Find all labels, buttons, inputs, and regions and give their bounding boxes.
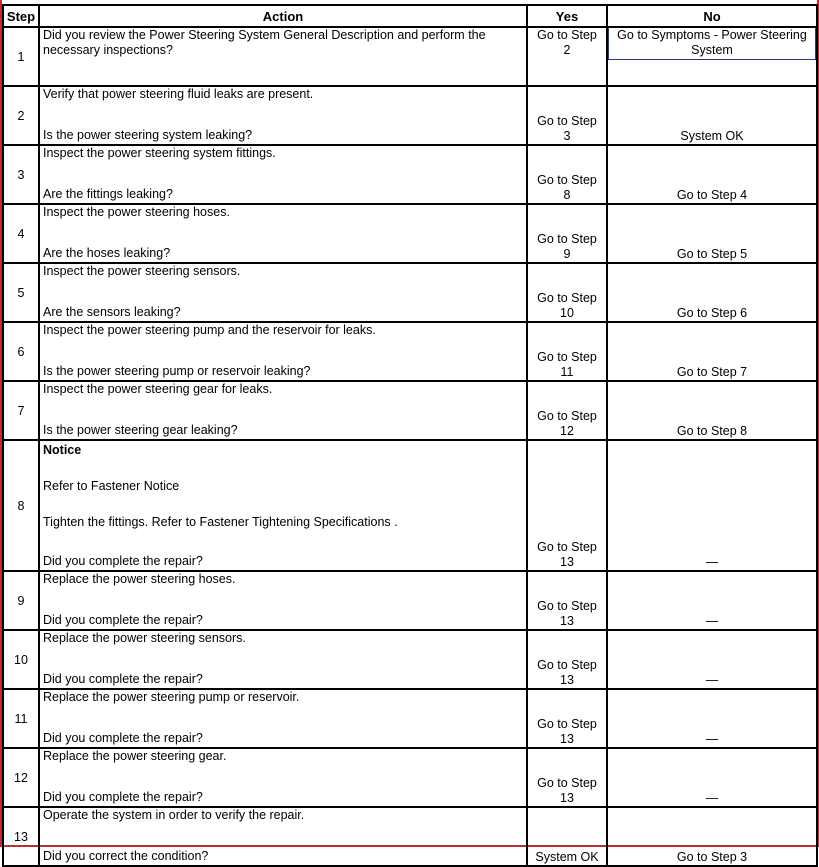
table-row (3, 571, 817, 630)
step-number: 3 (3, 145, 39, 204)
action-question: Is the power steering gear leaking? (43, 423, 238, 437)
yes-result: 13 (560, 791, 574, 805)
action-instruction: Replace the power steering sensors. (43, 631, 246, 645)
no-result: — (705, 555, 719, 569)
action-cell (39, 748, 527, 807)
yes-result: System OK (535, 850, 599, 864)
action-instruction: Tighten the fittings. Refer to Fastener Tightening Specifications . (43, 515, 398, 529)
yes-result: Go to Step (537, 28, 597, 42)
step-number: 10 (3, 630, 39, 689)
table-row (3, 748, 817, 807)
action-cell (39, 204, 527, 263)
action-cell (39, 571, 527, 630)
action-instruction: Operate the system in order to verify the repair. (43, 808, 305, 822)
step-number: 9 (3, 571, 39, 630)
table-row (3, 689, 817, 748)
action-question: Did you complete the repair? (43, 613, 203, 627)
action-cell (39, 630, 527, 689)
no-cell (607, 440, 817, 571)
yes-column-header: Yes (527, 5, 607, 27)
yes-result: 2 (563, 43, 571, 57)
action-instruction: Inspect the power steering system fittings. (43, 146, 276, 160)
table-row (3, 322, 817, 381)
step-number: 2 (3, 86, 39, 145)
yes-cell (527, 27, 607, 86)
yes-result: Go to Step (537, 232, 597, 246)
yes-cell (527, 381, 607, 440)
action-instruction: Replace the power steering pump or reservoir. (43, 690, 300, 704)
table-row (3, 145, 817, 204)
action-question: Did you complete the repair? (43, 790, 203, 804)
yes-result: Go to Step (537, 173, 597, 187)
action-cell (39, 807, 527, 866)
no-cell (607, 145, 817, 204)
no-result: — (705, 614, 719, 628)
no-result: System OK (680, 129, 744, 143)
table-row (3, 27, 817, 86)
yes-result: 13 (560, 614, 574, 628)
table-row (3, 440, 817, 571)
yes-result: Go to Step (537, 717, 597, 731)
yes-cell (527, 86, 607, 145)
no-cell (607, 381, 817, 440)
fastener-notice-reference: Refer to Fastener Notice (43, 479, 180, 493)
yes-result: 11 (560, 365, 574, 379)
step-number: 1 (3, 27, 39, 86)
yes-result: Go to Step (537, 291, 597, 305)
action-question: Are the hoses leaking? (43, 246, 171, 260)
yes-cell (527, 748, 607, 807)
action-instruction: Inspect the power steering sensors. (43, 264, 241, 278)
action-instruction: Replace the power steering hoses. (43, 572, 236, 586)
yes-result: Go to Step (537, 540, 597, 554)
action-instruction: Verify that power steering fluid leaks are present. (43, 87, 314, 101)
step-number: 4 (3, 204, 39, 263)
yes-result: Go to Step (537, 776, 597, 790)
no-result: Go to Step 7 (676, 365, 748, 379)
no-result: Go to Step 8 (676, 424, 748, 438)
no-result: — (705, 791, 719, 805)
no-result: Go to Step 4 (676, 188, 748, 202)
yes-result: Go to Step (537, 114, 597, 128)
yes-result: 13 (560, 673, 574, 687)
no-result: Go to Symptoms - Power Steering System (608, 27, 816, 60)
action-question: Are the fittings leaking? (43, 187, 173, 201)
yes-cell (527, 571, 607, 630)
action-question: Did you correct the condition? (43, 849, 209, 863)
no-cell (607, 204, 817, 263)
action-column-header: Action (39, 5, 527, 27)
yes-cell (527, 630, 607, 689)
step-number: 6 (3, 322, 39, 381)
action-cell (39, 689, 527, 748)
no-cell (607, 571, 817, 630)
action-question: Did you review the Power Steering System General Description and perform the necessary inspections? (43, 28, 486, 57)
yes-result: 12 (560, 424, 574, 438)
step-number: 12 (3, 748, 39, 807)
action-question: Is the power steering pump or reservoir leaking? (43, 364, 311, 378)
action-cell (39, 322, 527, 381)
yes-result: 8 (563, 188, 571, 202)
no-result: Go to Step 6 (676, 306, 748, 320)
step-number: 11 (3, 689, 39, 748)
no-result: Go to Step 3 (676, 850, 748, 864)
no-cell (607, 322, 817, 381)
step-number: 13 (3, 807, 39, 866)
step-number: 8 (3, 440, 39, 571)
step-number: 5 (3, 263, 39, 322)
yes-result: 13 (560, 555, 574, 569)
yes-result: Go to Step (537, 658, 597, 672)
yes-result: 9 (563, 247, 571, 261)
yes-result: 3 (563, 129, 571, 143)
diagnostic-table (2, 4, 818, 867)
action-cell (39, 86, 527, 145)
action-cell (39, 27, 527, 86)
yes-cell (527, 204, 607, 263)
no-cell (607, 86, 817, 145)
action-question: Did you complete the repair? (43, 554, 203, 568)
yes-result: 10 (560, 306, 574, 320)
yes-cell (527, 145, 607, 204)
no-result: — (705, 673, 719, 687)
no-result: Go to Step 5 (676, 247, 748, 261)
no-cell (607, 263, 817, 322)
notice-heading: Notice (43, 443, 82, 457)
action-question: Are the sensors leaking? (43, 305, 181, 319)
step-number: 7 (3, 381, 39, 440)
table-row (3, 86, 817, 145)
table-row (3, 807, 817, 866)
action-question: Is the power steering system leaking? (43, 128, 253, 142)
yes-result: Go to Step (537, 350, 597, 364)
yes-result: Go to Step (537, 599, 597, 613)
action-cell (39, 263, 527, 322)
action-instruction: Replace the power steering gear. (43, 749, 227, 763)
action-question: Did you complete the repair? (43, 731, 203, 745)
yes-cell (527, 689, 607, 748)
table-row (3, 630, 817, 689)
table-body (3, 27, 817, 866)
no-cell (607, 630, 817, 689)
no-result: — (705, 732, 719, 746)
action-instruction: Inspect the power steering hoses. (43, 205, 230, 219)
yes-cell (527, 322, 607, 381)
no-cell (607, 27, 817, 86)
table-row (3, 263, 817, 322)
yes-cell (527, 440, 607, 571)
table-row (3, 204, 817, 263)
yes-result: 13 (560, 732, 574, 746)
action-cell (39, 381, 527, 440)
table-row (3, 381, 817, 440)
no-cell (607, 748, 817, 807)
no-cell (607, 689, 817, 748)
yes-cell (527, 263, 607, 322)
no-column-header: No (607, 5, 817, 27)
action-question: Did you complete the repair? (43, 672, 203, 686)
step-column-header: Step (3, 5, 39, 27)
yes-cell (527, 807, 607, 866)
action-instruction: Inspect the power steering pump and the reservoir for leaks. (43, 323, 376, 337)
header-row (3, 5, 817, 27)
no-cell (607, 807, 817, 866)
action-cell (39, 440, 527, 571)
action-instruction: Inspect the power steering gear for leaks. (43, 382, 273, 396)
action-cell (39, 145, 527, 204)
yes-result: Go to Step (537, 409, 597, 423)
